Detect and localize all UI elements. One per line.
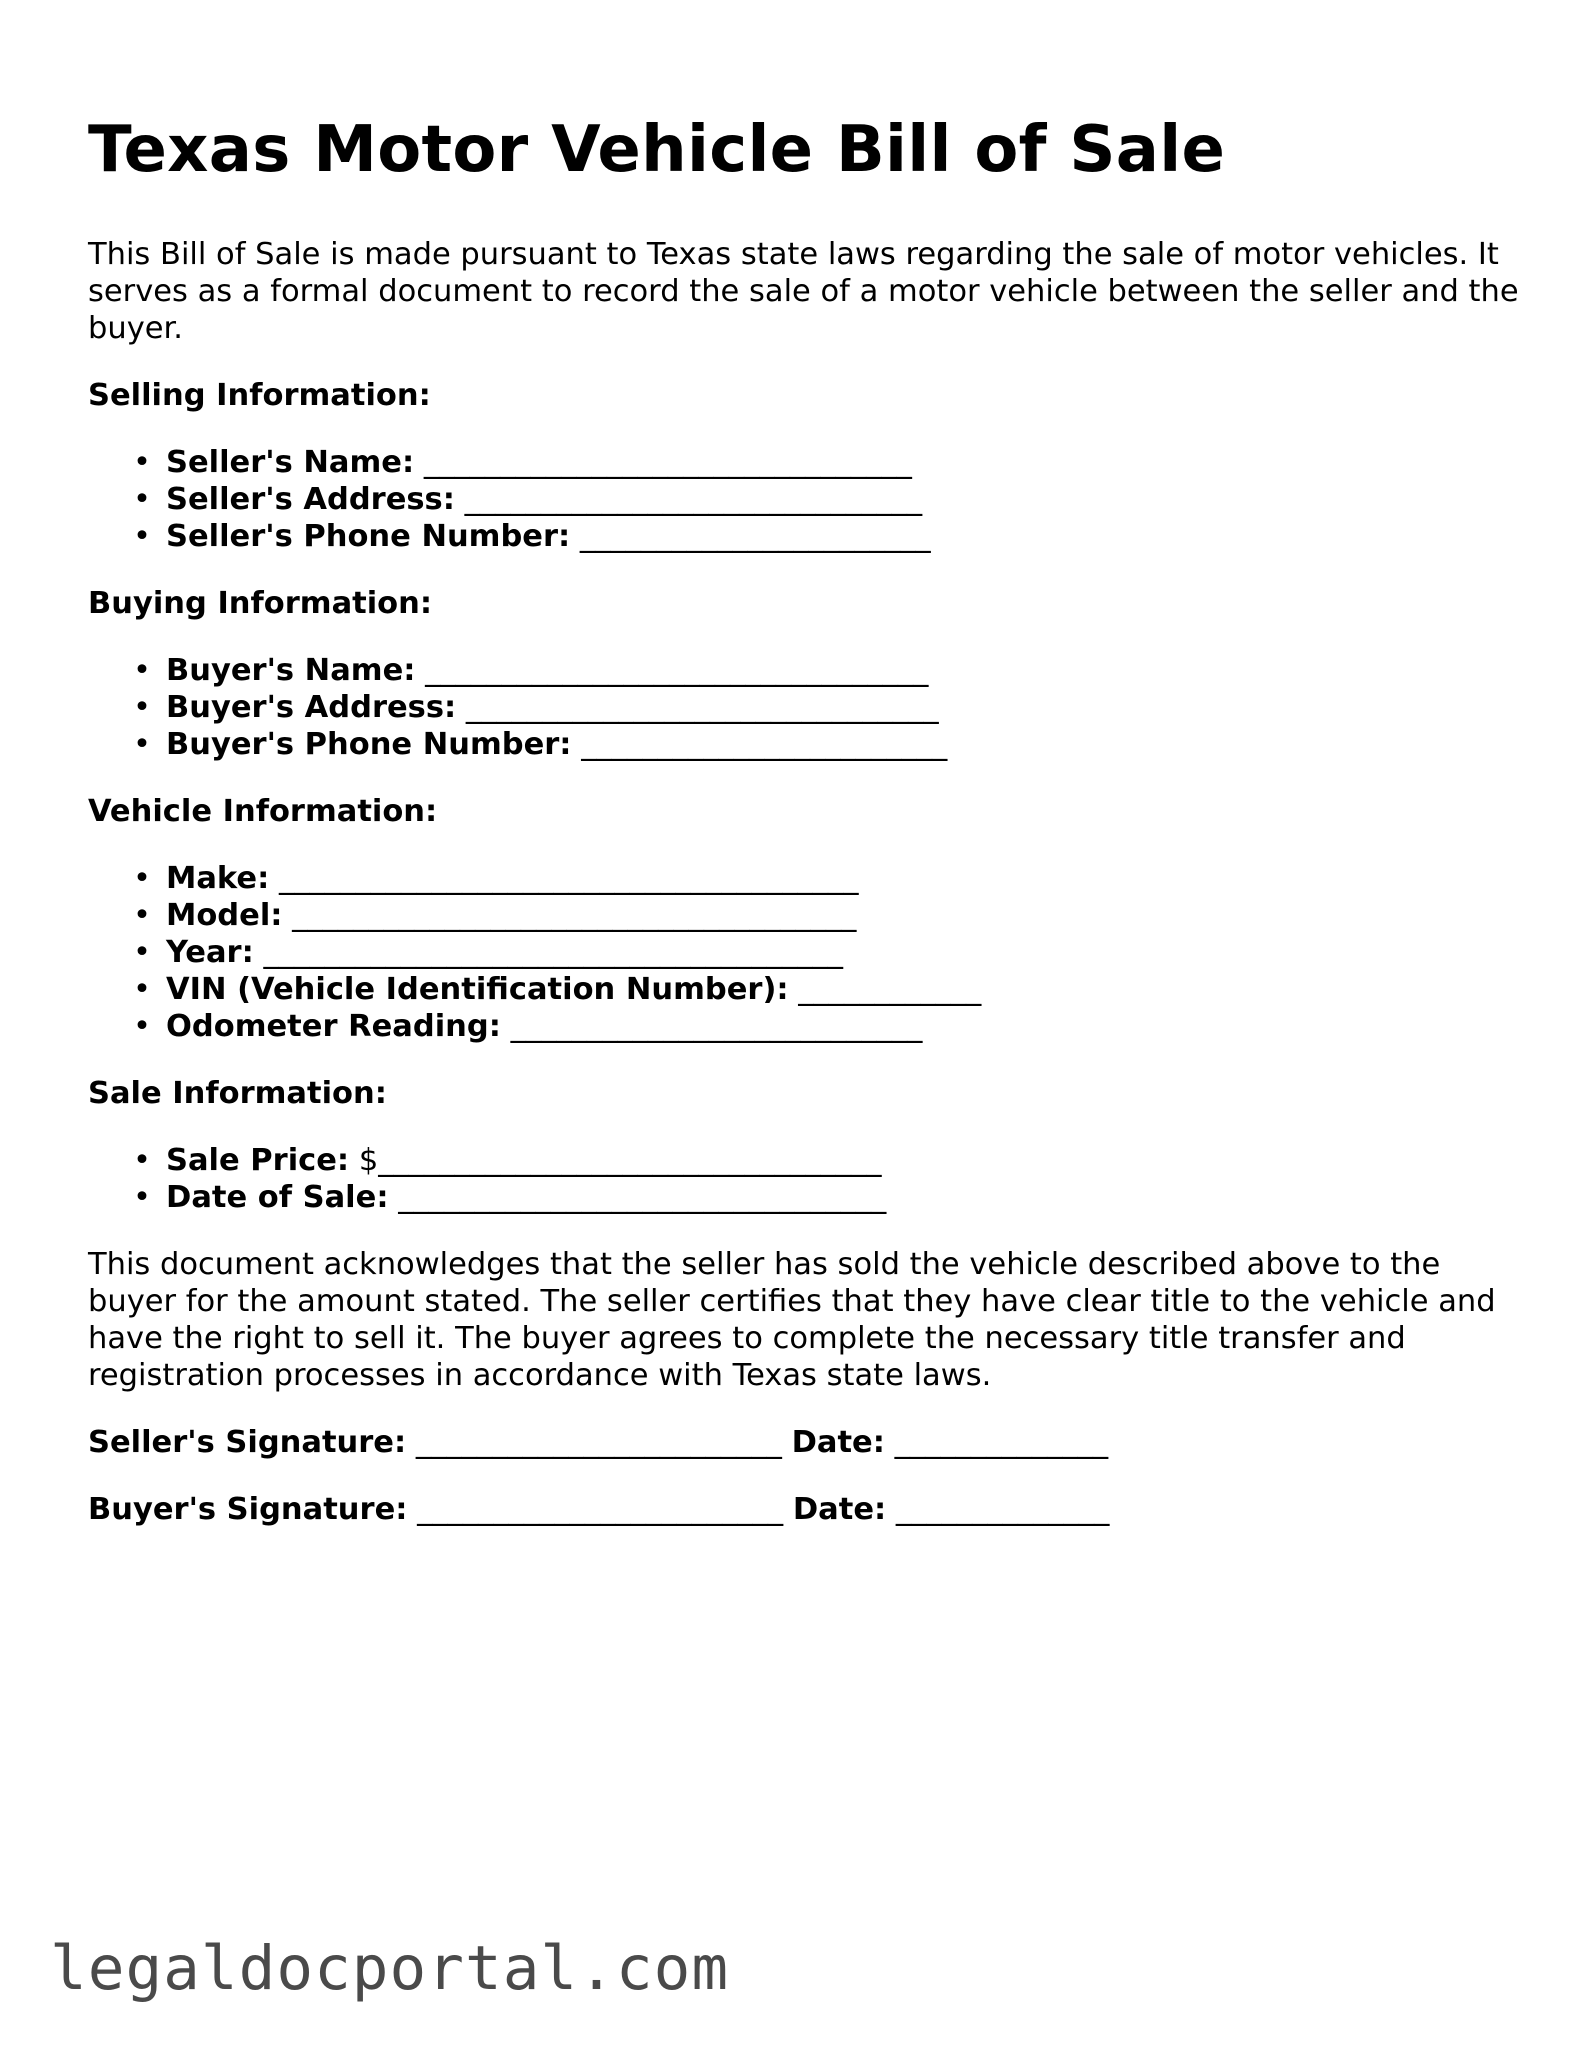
vehicle-heading: Vehicle Information: bbox=[88, 794, 438, 829]
document-title: Texas Motor Vehicle Bill of Sale bbox=[88, 113, 1226, 187]
odometer-item bbox=[166, 1008, 1528, 1045]
vin-label: VIN (Vehicle Identification Number): bbox=[166, 972, 789, 1007]
vin-field: ____________ bbox=[788, 972, 982, 1007]
seller-phone-label: Seller's Phone Number: bbox=[166, 519, 571, 554]
odometer-field: ___________________________ bbox=[500, 1009, 923, 1044]
document-page bbox=[88, 104, 1528, 1528]
selling-heading: Selling Information: bbox=[88, 378, 431, 413]
model-field: _____________________________________ bbox=[282, 898, 857, 933]
buyer-signature-field: ________________________ bbox=[407, 1492, 793, 1527]
seller-name-label: Seller's Name: bbox=[166, 445, 415, 480]
year-label: Year: bbox=[166, 935, 254, 970]
buyer-address-field: _______________________________ bbox=[456, 690, 939, 725]
seller-date-field: ______________ bbox=[884, 1425, 1109, 1460]
seller-phone-field: _______________________ bbox=[570, 519, 931, 554]
seller-name-field: ________________________________ bbox=[414, 445, 912, 480]
vehicle-list bbox=[88, 860, 1528, 1045]
sale-heading: Sale Information: bbox=[88, 1076, 387, 1111]
vin-item bbox=[166, 971, 1528, 1008]
sale-price-field: $_________________________________ bbox=[349, 1143, 882, 1178]
model-label: Model: bbox=[166, 898, 283, 933]
buyer-phone-item bbox=[166, 726, 1528, 763]
selling-list bbox=[88, 444, 1528, 555]
year-field: ______________________________________ bbox=[253, 935, 843, 970]
model-item bbox=[166, 897, 1528, 934]
buyer-phone-label: Buyer's Phone Number: bbox=[166, 727, 572, 762]
watermark-text: legaldocportal.com bbox=[50, 1933, 730, 2004]
buyer-signature-line bbox=[88, 1491, 1528, 1528]
seller-signature-field: ________________________ bbox=[406, 1425, 792, 1460]
seller-address-field: ______________________________ bbox=[454, 482, 923, 517]
seller-address-label: Seller's Address: bbox=[166, 482, 455, 517]
seller-name-item bbox=[166, 444, 1528, 481]
buyer-address-item bbox=[166, 689, 1528, 726]
intro-paragraph: This Bill of Sale is made pursuant to Texas state laws regarding the sale of motor vehicles. It serves as a formal document to record the sale of a motor vehicle between the seller and the buyer. bbox=[88, 237, 1519, 346]
seller-signature-label: Seller's Signature: bbox=[88, 1425, 407, 1460]
buying-list bbox=[88, 652, 1528, 763]
buyer-name-item bbox=[166, 652, 1528, 689]
closing-paragraph: This document acknowledges that the seller has sold the vehicle described above to the buyer for the amount stated. The seller certifies that they have clear title to the vehicle and have the right to sell it. The buyer agrees to complete the necessary title transfer and registration processes in accordance with Texas state laws. bbox=[88, 1247, 1496, 1393]
odometer-label: Odometer Reading: bbox=[166, 1009, 501, 1044]
make-item bbox=[166, 860, 1528, 897]
buyer-date-field: ______________ bbox=[886, 1492, 1110, 1527]
buying-heading: Buying Information: bbox=[88, 586, 433, 621]
buyer-name-field: _________________________________ bbox=[415, 653, 929, 688]
buyer-signature-label: Buyer's Signature: bbox=[88, 1492, 408, 1527]
seller-phone-item bbox=[166, 518, 1528, 555]
sale-date-field: ________________________________ bbox=[388, 1180, 887, 1215]
seller-date-label: Date: bbox=[791, 1425, 885, 1460]
sale-list bbox=[88, 1142, 1528, 1216]
buyer-address-label: Buyer's Address: bbox=[166, 690, 457, 725]
year-item bbox=[166, 934, 1528, 971]
sale-price-item bbox=[166, 1142, 1528, 1179]
buyer-name-label: Buyer's Name: bbox=[166, 653, 416, 688]
seller-address-item bbox=[166, 481, 1528, 518]
make-field: ______________________________________ bbox=[269, 861, 859, 896]
make-label: Make: bbox=[166, 861, 270, 896]
sale-date-label: Date of Sale: bbox=[166, 1180, 389, 1215]
buyer-phone-field: ________________________ bbox=[571, 727, 948, 762]
sale-price-label: Sale Price: bbox=[166, 1143, 350, 1178]
buyer-date-label: Date: bbox=[792, 1492, 887, 1527]
seller-signature-line bbox=[88, 1424, 1528, 1461]
sale-date-item bbox=[166, 1179, 1528, 1216]
